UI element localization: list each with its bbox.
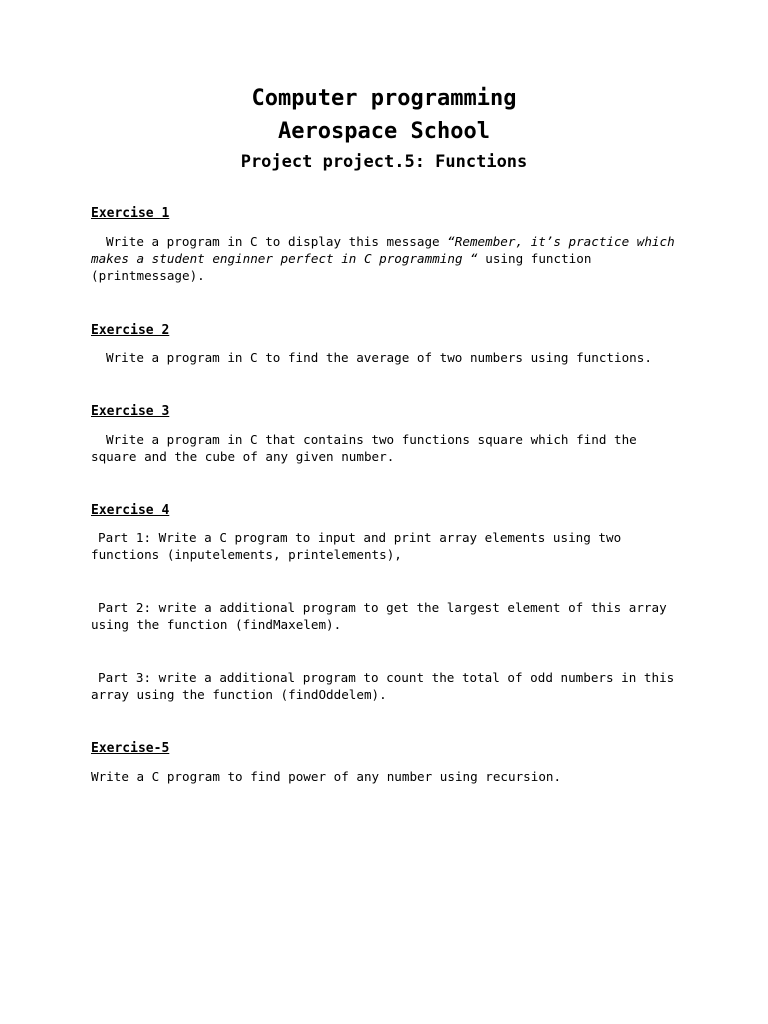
exercise-2-text: Write a program in C to find the average of two numbers using functions. [106,350,652,365]
exercise-1-quote: “Remember, it’s practice which makes a student enginner perfect in C programming “ [91,234,675,266]
exercise-5-heading: Exercise-5 [91,741,170,756]
exercise-3-heading: Exercise 3 [91,404,170,419]
exercise-1-heading: Exercise 1 [91,206,170,221]
exercise-1-text-after: using function (printmessage). [91,251,592,283]
school-title: Aerospace School [278,119,490,144]
exercise-4-part-1: Part 1: Write a C program to input and print array elements using two functions (inputelements, printelements), [91,530,622,562]
exercise-4-part-3: Part 3: write a additional program to count the total of odd numbers in this array using the function (findOddelem). [91,670,675,702]
course-title: Computer programming [251,86,517,111]
exercise-4-heading: Exercise 4 [91,503,170,518]
exercise-2-heading: Exercise 2 [91,323,170,338]
exercise-3-text: Write a program in C that contains two functions square which find the square and the cube of any given number. [91,432,637,464]
project-title: Project project.5: Functions [240,152,528,172]
exercise-5-text: Write a C program to find power of any number using recursion. [91,769,562,784]
exercise-4-part-2: Part 2: write a additional program to get the largest element of this array using the function (findMaxelem). [91,600,667,632]
exercise-1-text-before: Write a program in C to display this message [106,234,448,249]
exercise-1-text [91,233,677,284]
